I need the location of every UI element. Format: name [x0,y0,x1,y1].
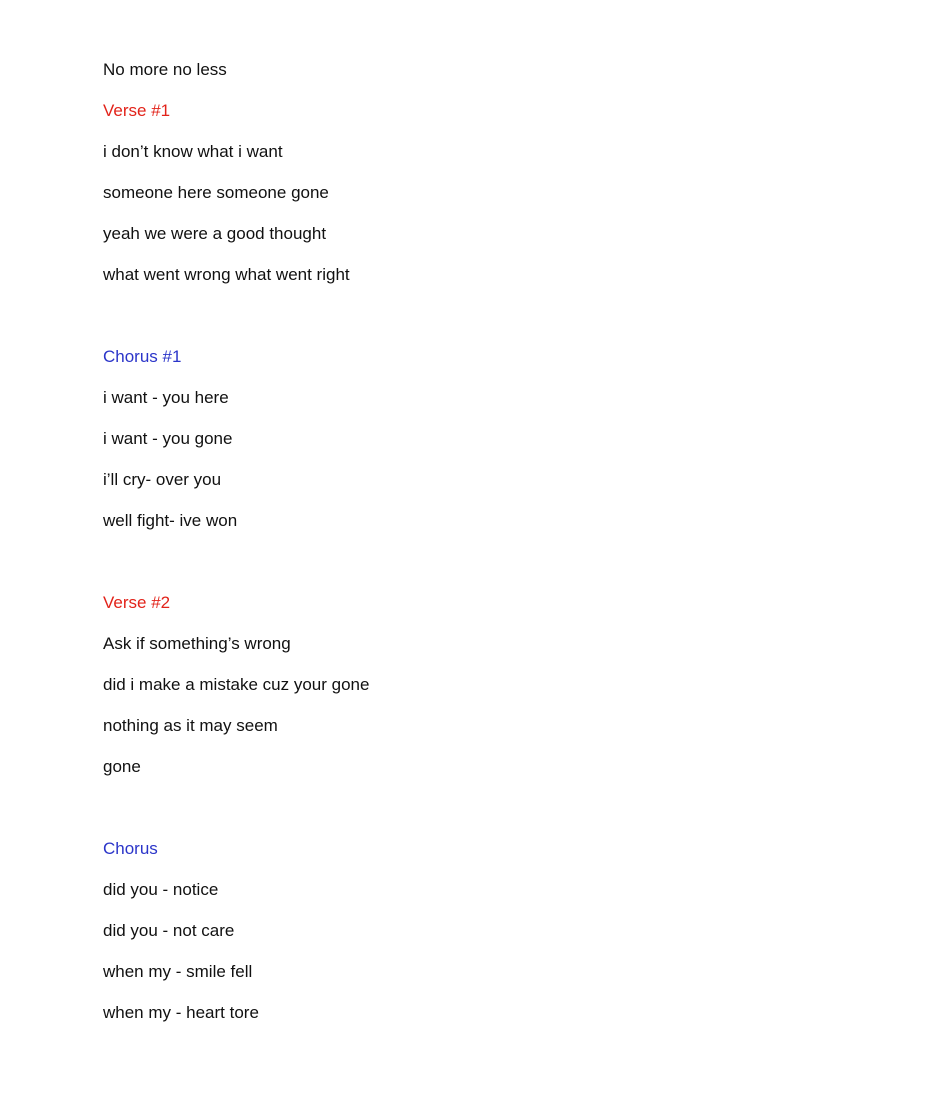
lyric-line: when my - heart tore [103,1003,259,1022]
section-spacer [103,796,883,837]
section-heading-chorus-2: Chorus [103,839,158,858]
lyric-line: gone [103,757,141,776]
lyric-line: Ask if something’s wrong [103,634,291,653]
section-spacer [103,550,883,591]
lyric-line: i want - you here [103,388,229,407]
lyric-line: well fight- ive won [103,511,238,530]
lyric-line: did i make a mistake cuz your gone [103,675,370,694]
section-heading-verse-1: Verse #1 [103,101,171,120]
lyric-line: did you - not care [103,921,235,940]
lyric-line: someone here someone gone [103,183,329,202]
document-title: No more no less [103,60,227,79]
lyric-line: i want - you gone [103,429,233,448]
section-heading-verse-2: Verse #2 [103,593,171,612]
section-heading-chorus-1: Chorus #1 [103,347,182,366]
lyric-line: nothing as it may seem [103,716,278,735]
lyric-line: i’ll cry- over you [103,470,222,489]
lyric-line: what went wrong what went right [103,265,350,284]
lyrics-document [103,58,883,1042]
section-spacer [103,304,883,345]
lyric-line: when my - smile fell [103,962,253,981]
lyric-line: did you - notice [103,880,219,899]
lyric-line: yeah we were a good thought [103,224,327,243]
lyric-line: i don’t know what i want [103,142,283,161]
